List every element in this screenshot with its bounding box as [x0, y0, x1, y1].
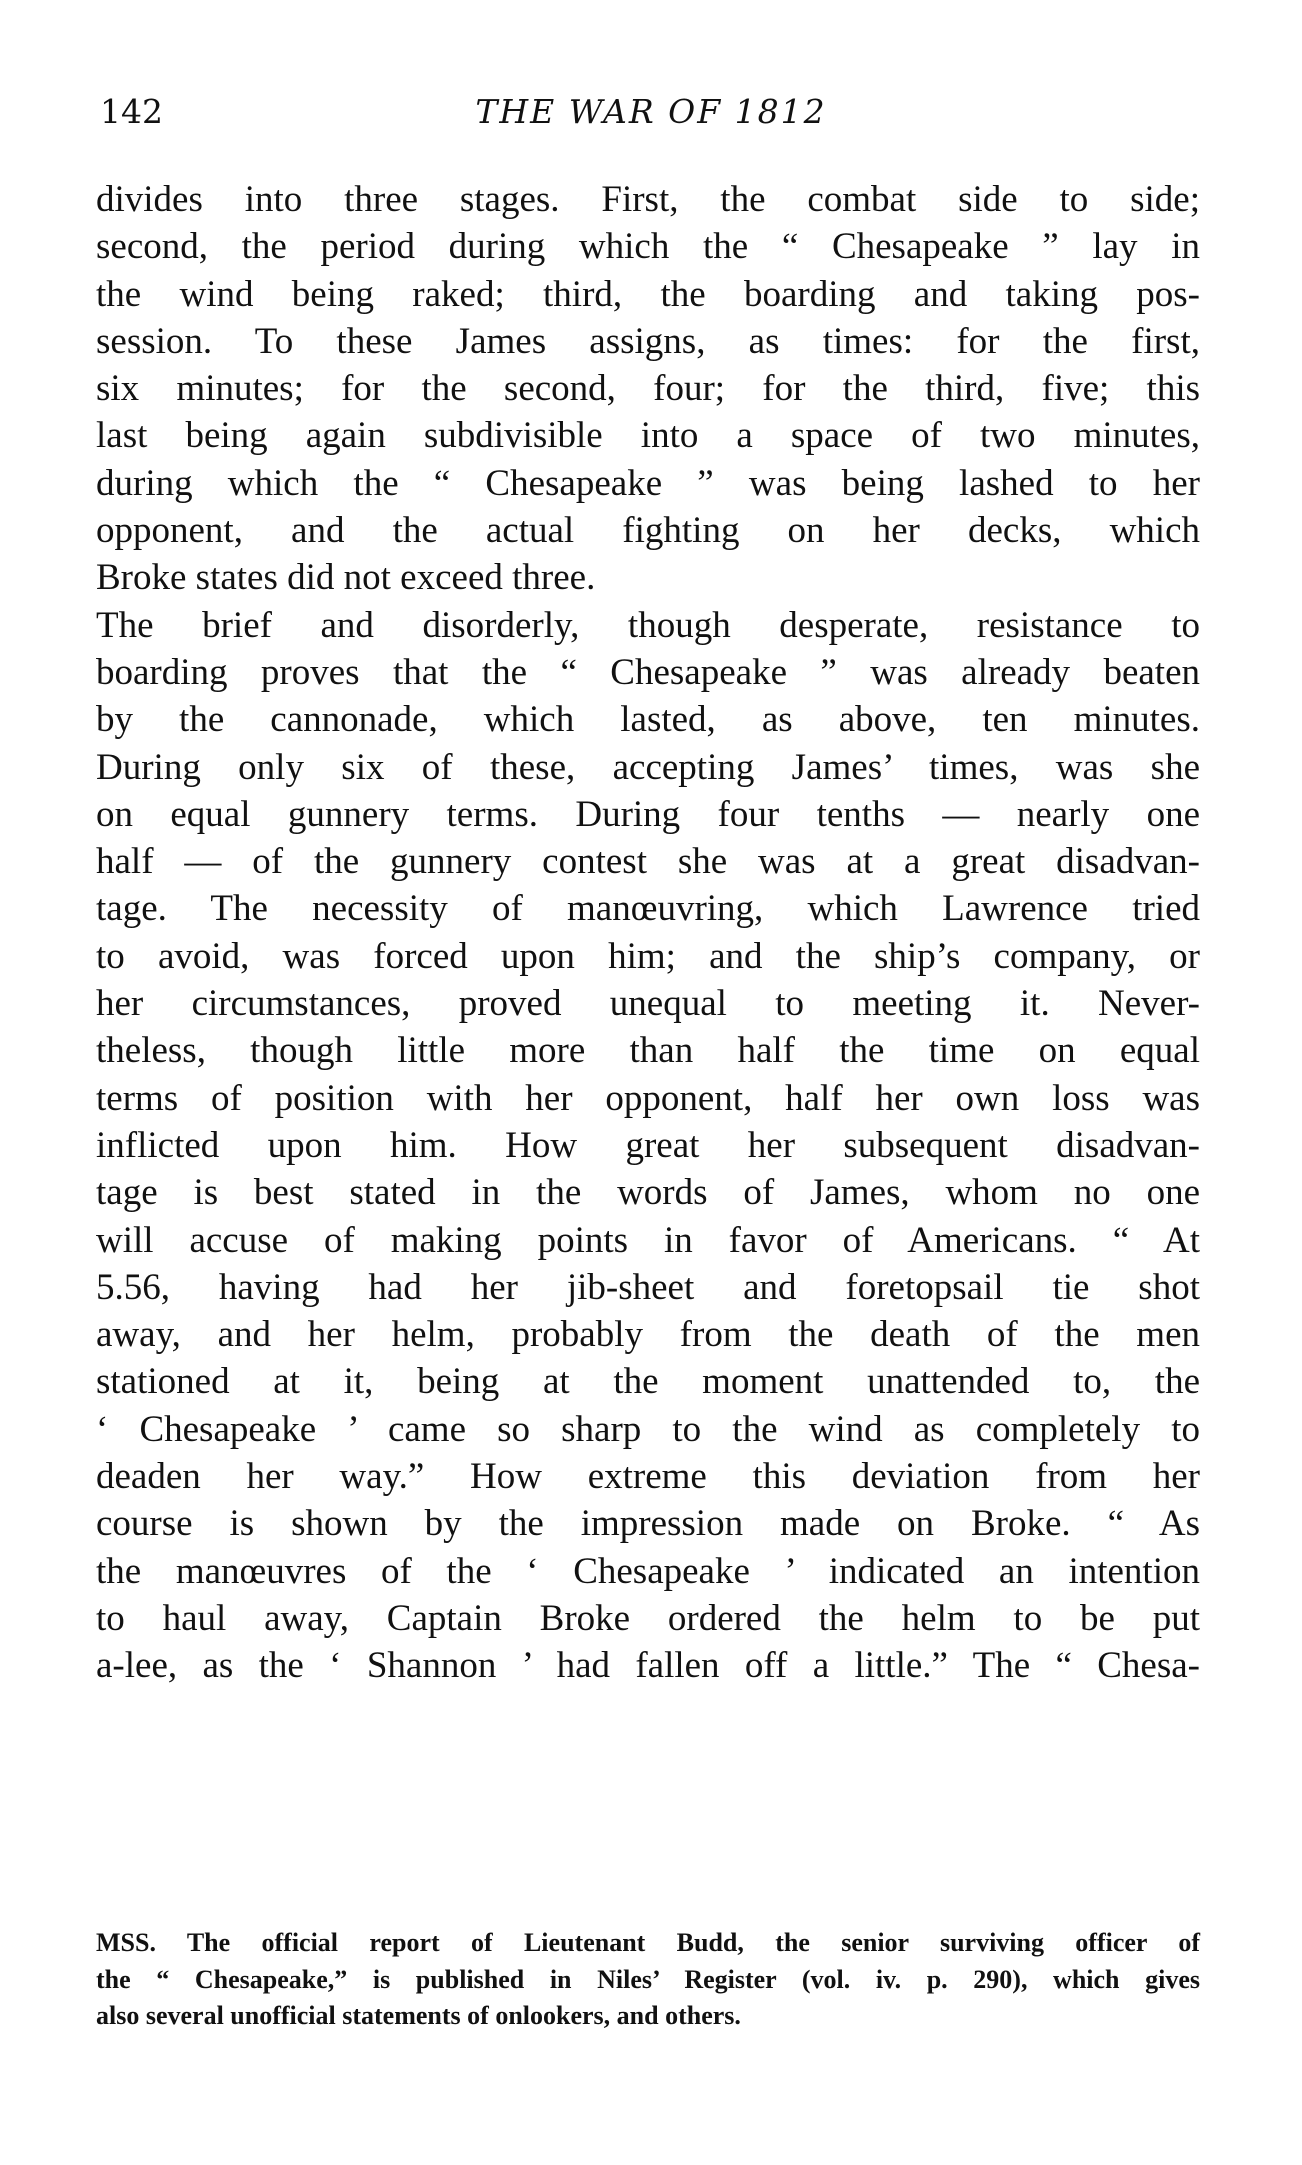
page-number: 142: [100, 92, 163, 131]
text-line: stationed at it, being at the moment unattended to, the: [96, 1361, 1200, 1403]
footnote-line: the “ Chesapeake,” is published in Niles’ Register (vol. iv. p. 290), which gives: [96, 1964, 1200, 1994]
text-line: course is shown by the impression made on Broke. “ As: [96, 1503, 1200, 1545]
text-line: boarding proves that the “ Chesapeake ” was already beaten: [96, 651, 1200, 693]
text-line: opponent, and the actual fighting on her decks, which: [96, 510, 1200, 552]
text-line: theless, though little more than half the time on equal: [96, 1030, 1200, 1072]
text-line: inflicted upon him. How great her subsequent disadvan-: [96, 1124, 1200, 1166]
text-line: divides into three stages. First, the combat side to side;: [96, 179, 1200, 220]
text-line: during which the “ Chesapeake ” was being lashed to her: [96, 462, 1200, 504]
text-line: terms of position with her opponent, half her own loss was: [96, 1077, 1200, 1119]
body-text: [96, 176, 1200, 1690]
text-line: ‘ Chesapeake ’ came so sharp to the wind as completely to: [96, 1408, 1200, 1450]
text-line: The brief and disorderly, though desperate, resistance to: [96, 604, 1200, 646]
running-title: THE WAR OF 1812: [475, 92, 827, 131]
text-line: the manœuvres of the ‘ Chesapeake ’ indicated an intention: [96, 1550, 1200, 1592]
footnote: [96, 1925, 1200, 2035]
text-line: Broke states did not exceed three.: [96, 557, 596, 599]
text-line: tage is best stated in the words of James, whom no one: [96, 1172, 1200, 1214]
text-line: second, the period during which the “ Chesapeake ” lay in: [96, 226, 1200, 268]
text-line: will accuse of making points in favor of Americans. “ At: [96, 1219, 1200, 1261]
text-line: half — of the gunnery contest she was at a great disadvan-: [96, 841, 1200, 883]
text-line: to haul away, Captain Broke ordered the helm to be put: [96, 1597, 1200, 1639]
text-line: 5.56, having had her jib-sheet and foretopsail tie shot: [96, 1266, 1200, 1308]
text-line: by the cannonade, which lasted, as above, ten minutes.: [96, 699, 1200, 741]
footnote-line: also several unofficial statements of onlookers, and others.: [96, 2001, 741, 2030]
text-line: the wind being raked; third, the boarding and taking pos-: [96, 273, 1200, 315]
text-line: six minutes; for the second, four; for the third, five; this: [96, 368, 1200, 410]
text-line: her circumstances, proved unequal to meeting it. Never-: [96, 983, 1200, 1025]
text-line: away, and her helm, probably from the death of the men: [96, 1314, 1200, 1356]
text-line: session. To these James assigns, as times: for the first,: [96, 320, 1200, 362]
text-line: deaden her way.” How extreme this deviation from her: [96, 1456, 1200, 1498]
footnote-line: MSS. The official report of Lieutenant Budd, the senior surviving officer of: [96, 1928, 1200, 1957]
text-line: on equal gunnery terms. During four tenths — nearly one: [96, 793, 1200, 835]
text-line: During only six of these, accepting James’ times, was she: [96, 746, 1200, 788]
text-line: tage. The necessity of manœuvring, which Lawrence tried: [96, 888, 1200, 930]
text-line: last being again subdivisible into a space of two minutes,: [96, 415, 1200, 457]
text-line: a-lee, as the ‘ Shannon ’ had fallen off a little.” The “ Chesa-: [96, 1645, 1200, 1687]
text-line: to avoid, was forced upon him; and the ship’s company, or: [96, 935, 1200, 977]
